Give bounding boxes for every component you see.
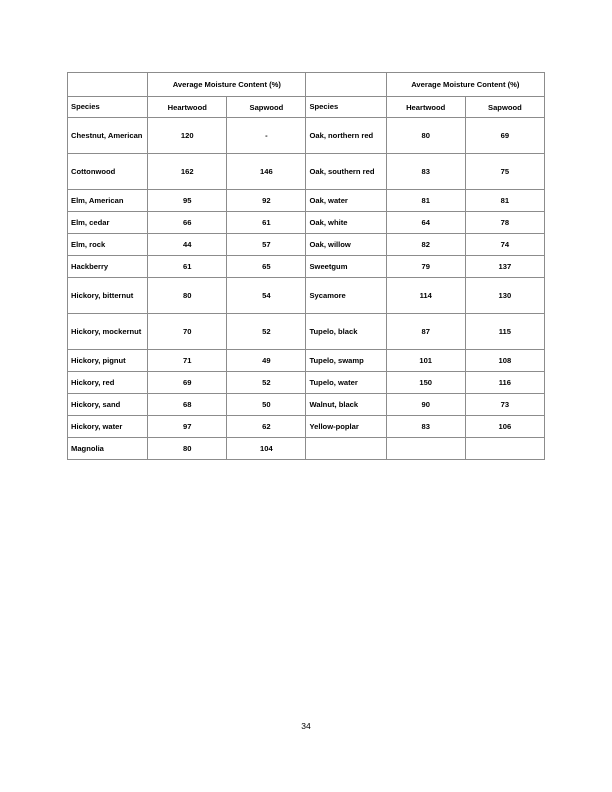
sapwood-cell: 78 — [465, 212, 544, 234]
table-row — [68, 154, 545, 190]
species-cell: Sycamore — [306, 278, 386, 314]
table-row — [68, 350, 545, 372]
sapwood-cell: 73 — [465, 394, 544, 416]
sapwood-cell: 50 — [227, 394, 306, 416]
species-cell: Oak, white — [306, 212, 386, 234]
col-heartwood-left: Heartwood — [148, 97, 227, 118]
table-row — [68, 314, 545, 350]
table-row — [68, 438, 545, 460]
species-cell: Hickory, red — [68, 372, 148, 394]
species-cell: Sweetgum — [306, 256, 386, 278]
group-header-left: Average Moisture Content (%) — [148, 73, 306, 97]
sapwood-cell: 75 — [465, 154, 544, 190]
heartwood-cell: 95 — [148, 190, 227, 212]
heartwood-cell: 101 — [386, 350, 465, 372]
sapwood-cell: 106 — [465, 416, 544, 438]
species-cell: Hackberry — [68, 256, 148, 278]
sapwood-cell: 74 — [465, 234, 544, 256]
species-cell: Oak, water — [306, 190, 386, 212]
heartwood-cell: 44 — [148, 234, 227, 256]
heartwood-cell — [386, 438, 465, 460]
sapwood-cell: 108 — [465, 350, 544, 372]
table-row — [68, 416, 545, 438]
heartwood-cell: 80 — [148, 278, 227, 314]
heartwood-cell: 69 — [148, 372, 227, 394]
moisture-content-table — [67, 72, 545, 460]
heartwood-cell: 120 — [148, 118, 227, 154]
table-row — [68, 118, 545, 154]
sapwood-cell: 65 — [227, 256, 306, 278]
sapwood-cell: 146 — [227, 154, 306, 190]
species-cell: Yellow-poplar — [306, 416, 386, 438]
species-cell: Oak, northern red — [306, 118, 386, 154]
heartwood-cell: 97 — [148, 416, 227, 438]
heartwood-cell: 64 — [386, 212, 465, 234]
sapwood-cell: 115 — [465, 314, 544, 350]
table-row — [68, 212, 545, 234]
column-header-row — [68, 97, 545, 118]
sapwood-cell: 52 — [227, 314, 306, 350]
table-row — [68, 278, 545, 314]
sapwood-cell: 130 — [465, 278, 544, 314]
sapwood-cell: 54 — [227, 278, 306, 314]
heartwood-cell: 83 — [386, 154, 465, 190]
page-number: 34 — [301, 721, 311, 731]
species-cell: Oak, southern red — [306, 154, 386, 190]
species-cell: Tupelo, swamp — [306, 350, 386, 372]
col-sapwood-left: Sapwood — [227, 97, 306, 118]
heartwood-cell: 66 — [148, 212, 227, 234]
species-cell: Tupelo, black — [306, 314, 386, 350]
heartwood-cell: 87 — [386, 314, 465, 350]
heartwood-cell: 80 — [148, 438, 227, 460]
sapwood-cell: 137 — [465, 256, 544, 278]
heartwood-cell: 90 — [386, 394, 465, 416]
group-header-row — [68, 73, 545, 97]
col-sapwood-right: Sapwood — [465, 97, 544, 118]
table-row — [68, 190, 545, 212]
sapwood-cell: - — [227, 118, 306, 154]
heartwood-cell: 83 — [386, 416, 465, 438]
col-heartwood-right: Heartwood — [386, 97, 465, 118]
table-row — [68, 256, 545, 278]
sapwood-cell: 49 — [227, 350, 306, 372]
table-row — [68, 234, 545, 256]
heartwood-cell: 82 — [386, 234, 465, 256]
col-species-right: Species — [306, 97, 386, 118]
species-cell: Elm, American — [68, 190, 148, 212]
heartwood-cell: 162 — [148, 154, 227, 190]
heartwood-cell: 150 — [386, 372, 465, 394]
species-cell: Hickory, pignut — [68, 350, 148, 372]
species-cell: Oak, willow — [306, 234, 386, 256]
header-blank-right — [306, 73, 386, 97]
species-cell: Elm, cedar — [68, 212, 148, 234]
sapwood-cell: 92 — [227, 190, 306, 212]
sapwood-cell: 62 — [227, 416, 306, 438]
table-row — [68, 372, 545, 394]
heartwood-cell: 68 — [148, 394, 227, 416]
species-cell: Elm, rock — [68, 234, 148, 256]
sapwood-cell: 52 — [227, 372, 306, 394]
heartwood-cell: 71 — [148, 350, 227, 372]
heartwood-cell: 80 — [386, 118, 465, 154]
heartwood-cell: 61 — [148, 256, 227, 278]
heartwood-cell: 114 — [386, 278, 465, 314]
group-header-right: Average Moisture Content (%) — [386, 73, 544, 97]
heartwood-cell: 70 — [148, 314, 227, 350]
table-row — [68, 394, 545, 416]
species-cell: Hickory, sand — [68, 394, 148, 416]
sapwood-cell: 69 — [465, 118, 544, 154]
col-species-left: Species — [68, 97, 148, 118]
sapwood-cell: 81 — [465, 190, 544, 212]
species-cell: Hickory, mockernut — [68, 314, 148, 350]
sapwood-cell: 104 — [227, 438, 306, 460]
species-cell: Hickory, water — [68, 416, 148, 438]
species-cell: Chestnut, American — [68, 118, 148, 154]
species-cell: Hickory, bitternut — [68, 278, 148, 314]
heartwood-cell: 79 — [386, 256, 465, 278]
sapwood-cell: 57 — [227, 234, 306, 256]
species-cell: Tupelo, water — [306, 372, 386, 394]
species-cell: Walnut, black — [306, 394, 386, 416]
sapwood-cell: 61 — [227, 212, 306, 234]
sapwood-cell: 116 — [465, 372, 544, 394]
sapwood-cell — [465, 438, 544, 460]
species-cell: Cottonwood — [68, 154, 148, 190]
species-cell: Magnolia — [68, 438, 148, 460]
species-cell — [306, 438, 386, 460]
heartwood-cell: 81 — [386, 190, 465, 212]
header-blank-left — [68, 73, 148, 97]
